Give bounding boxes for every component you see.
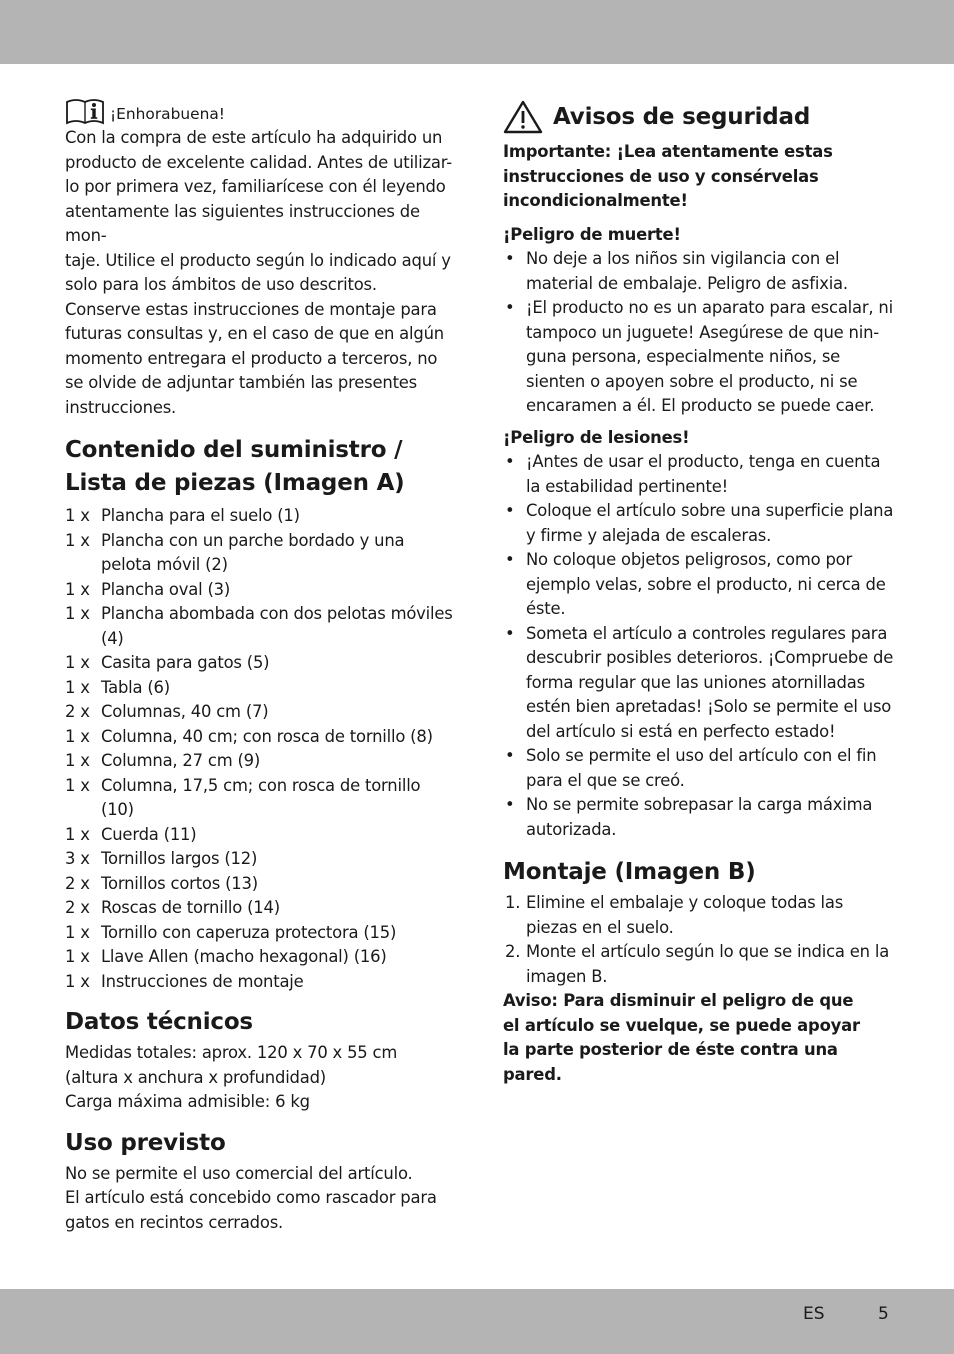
list-item <box>65 970 457 995</box>
tech-line: Medidas totales: aprox. 120 x 70 x 55 cm <box>65 1043 398 1062</box>
list-item <box>503 499 895 548</box>
warning-triangle-icon <box>503 100 543 134</box>
part-qty: 1 x <box>65 751 90 770</box>
assembly-note: pared. <box>503 1064 562 1084</box>
bullet-text: Solo se permite el uso del artículo con el fin para el que se creó. <box>526 746 877 790</box>
list-item <box>503 247 895 296</box>
list-item <box>65 749 457 774</box>
part-qty: 1 x <box>65 922 90 942</box>
intro-line: atentamente las siguientes instrucciones de mon- <box>65 201 420 245</box>
list-item <box>65 529 457 578</box>
part-qty: 1 x <box>65 604 90 623</box>
list-item <box>65 921 457 946</box>
list-item <box>65 896 457 921</box>
intro-line: producto de excelente calidad. Antes de utilizar- <box>65 152 452 172</box>
part-qty: 3 x <box>65 849 90 868</box>
use-title: Uso previsto <box>65 1129 226 1156</box>
part-desc: Columnas, 40 cm (7) <box>101 702 269 721</box>
assembly-note: el artículo se vuelque, se puede apoyar <box>503 1015 860 1035</box>
list-item <box>503 548 895 622</box>
list-item <box>65 578 457 603</box>
part-desc: Cuerda (11) <box>101 824 197 844</box>
step-number: 2. <box>505 942 521 961</box>
part-qty: 1 x <box>65 726 90 746</box>
part-desc: Plancha oval (3) <box>101 579 231 599</box>
list-item <box>503 622 895 745</box>
info-book-icon <box>65 96 105 126</box>
safety-important: incondicionalmente! <box>503 191 688 210</box>
list-item <box>503 793 895 842</box>
footer-language: ES <box>803 1304 825 1324</box>
list-item <box>503 296 895 419</box>
intro-line: Con la compra de este artículo ha adquirido un <box>65 128 443 147</box>
list-item <box>503 940 895 989</box>
list-item <box>65 823 457 848</box>
tech-title: Datos técnicos <box>65 1009 253 1035</box>
death-danger-title: ¡Peligro de muerte! <box>503 224 681 244</box>
header-band <box>0 0 954 64</box>
part-qty: 1 x <box>65 579 90 599</box>
injury-danger-list <box>503 450 895 842</box>
part-desc: Llave Allen (macho hexagonal) (16) <box>101 947 387 966</box>
intro-line: se olvide de adjuntar también las presentes <box>65 373 418 392</box>
part-desc: Columna, 17,5 cm; con rosca de tornillo (10) <box>101 775 421 819</box>
bullet-text: ¡Antes de usar el producto, tenga en cuenta la estabilidad pertinente! <box>526 452 881 496</box>
assembly-note: la parte posterior de éste contra una <box>503 1040 838 1059</box>
list-item <box>503 744 895 793</box>
step-text: Monte el artículo según lo que se indica en la imagen B. <box>526 942 890 986</box>
bullet: • <box>505 452 515 471</box>
list-item <box>65 872 457 897</box>
part-qty: 1 x <box>65 653 90 672</box>
bullet: • <box>505 746 515 765</box>
left-column <box>65 96 457 1235</box>
bullet-text: No deje a los niños sin vigilancia con el material de embalaje. Peligro de asfixia. <box>526 249 848 293</box>
tech-line: (altura x anchura x profundidad) <box>65 1067 326 1087</box>
bullet-text: ¡El producto no es un aparato para escalar, ni tampoco un juguete! Asegúrese de que nin-guna persona, especialmente niños, se sienten o apoyen sobre el producto, ni se encaramen a él. El producto se puede caer. <box>526 298 893 415</box>
part-desc: Plancha abombada con dos pelotas móviles (4) <box>101 604 453 648</box>
intro-line: solo para los ámbitos de uso descritos. <box>65 275 377 294</box>
safety-important: Importante: ¡Lea atentamente estas <box>503 142 833 161</box>
intro-label: ¡Enhorabuena! <box>110 105 225 123</box>
part-desc: Roscas de tornillo (14) <box>101 898 280 917</box>
part-qty: 1 x <box>65 824 90 844</box>
use-line: No se permite el uso comercial del artículo. <box>65 1163 413 1183</box>
part-qty: 1 x <box>65 775 90 795</box>
right-column <box>503 100 895 1087</box>
bullet: • <box>505 623 515 643</box>
death-danger-list <box>503 247 895 419</box>
intro-line: Conserve estas instrucciones de montaje para <box>65 299 437 319</box>
tech-line: Carga máxima admisible: 6 kg <box>65 1092 310 1111</box>
safety-important: instrucciones de uso y consérvelas <box>503 166 819 186</box>
bullet-text: Coloque el artículo sobre una superficie plana y firme y alejada de escaleras. <box>526 501 894 545</box>
list-item <box>65 651 457 676</box>
injury-danger-title: ¡Peligro de lesiones! <box>503 427 690 447</box>
intro-line: taje. Utilice el producto según lo indicado aquí y <box>65 250 451 270</box>
page-number: 5 <box>878 1304 889 1324</box>
part-desc: Tornillos largos (12) <box>101 849 258 868</box>
contents-title-line2: Lista de piezas (Imagen A) <box>65 470 405 496</box>
step-text: Elimine el embalaje y coloque todas las piezas en el suelo. <box>526 893 844 937</box>
part-qty: 2 x <box>65 873 90 893</box>
use-line: gatos en recintos cerrados. <box>65 1212 284 1232</box>
contents-title-line1: Contenido del suministro / <box>65 437 403 463</box>
assembly-steps <box>503 891 895 989</box>
part-qty: 1 x <box>65 677 90 697</box>
part-desc: Columna, 40 cm; con rosca de tornillo (8) <box>101 726 433 746</box>
list-item <box>503 450 895 499</box>
part-desc: Columna, 27 cm (9) <box>101 751 261 770</box>
part-desc: Plancha con un parche bordado y una pelota móvil (2) <box>101 530 405 574</box>
use-line: El artículo está concebido como rascador para <box>65 1188 437 1207</box>
intro-line: futuras consultas y, en el caso de que en algún <box>65 324 444 343</box>
parts-list <box>65 504 457 994</box>
part-desc: Tornillo con caperuza protectora (15) <box>101 922 397 942</box>
part-desc: Instrucciones de montaje <box>101 971 304 991</box>
intro-line: instrucciones. <box>65 397 177 417</box>
bullet: • <box>505 501 515 520</box>
part-desc: Plancha para el suelo (1) <box>101 506 300 525</box>
list-item <box>65 504 457 529</box>
list-item <box>65 602 457 651</box>
part-qty: 2 x <box>65 898 90 917</box>
bullet: • <box>505 298 515 317</box>
list-item <box>65 774 457 823</box>
part-desc: Casita para gatos (5) <box>101 653 270 672</box>
bullet-text: Someta el artículo a controles regulares para descubrir posibles deterioros. ¡Compruebe de forma regular que las uniones atornilladas estén bien apretadas! ¡Solo se permite el uso del artículo si está en perfecto estado! <box>526 623 894 741</box>
intro-heading <box>65 96 457 126</box>
part-qty: 1 x <box>65 971 90 991</box>
bullet-text: No coloque objetos peligrosos, como por ejemplo velas, sobre el producto, ni cerca de éste. <box>526 550 886 618</box>
list-item <box>65 676 457 701</box>
list-item <box>503 891 895 940</box>
list-item <box>65 945 457 970</box>
part-qty: 1 x <box>65 947 90 966</box>
bullet: • <box>505 249 515 268</box>
bullet: • <box>505 795 515 814</box>
safety-title: Avisos de seguridad <box>553 103 811 130</box>
list-item <box>65 700 457 725</box>
part-desc: Tabla (6) <box>101 677 170 697</box>
part-qty: 2 x <box>65 702 90 721</box>
intro-line: lo por primera vez, familiarícese con él leyendo <box>65 177 446 196</box>
assembly-note: Aviso: Para disminuir el peligro de que <box>503 991 854 1010</box>
bullet: • <box>505 550 515 569</box>
intro-text <box>65 126 457 420</box>
list-item <box>65 725 457 750</box>
assembly-title: Montaje (Imagen B) <box>503 859 756 885</box>
part-desc: Tornillos cortos (13) <box>101 873 258 893</box>
part-qty: 1 x <box>65 506 90 525</box>
part-qty: 1 x <box>65 530 90 550</box>
intro-line: momento entregara el producto a terceros, no <box>65 348 438 368</box>
bullet-text: No se permite sobrepasar la carga máxima autorizada. <box>526 795 873 839</box>
safety-heading <box>503 100 895 134</box>
step-number: 1. <box>505 893 521 912</box>
list-item <box>65 847 457 872</box>
